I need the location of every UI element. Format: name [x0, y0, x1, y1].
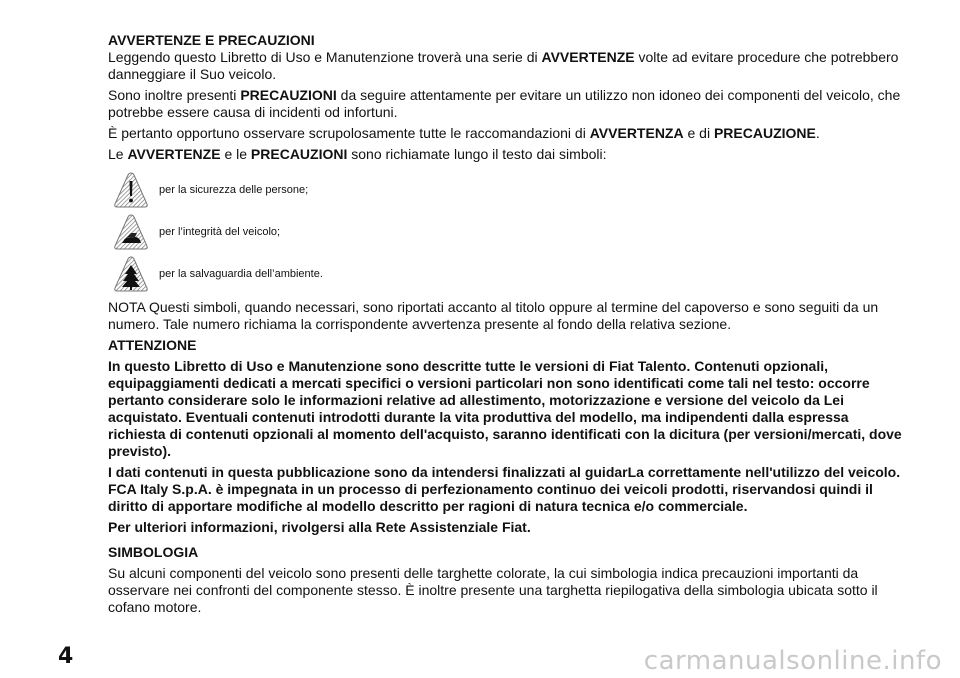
symbol-label: per l’integrità del veicolo; — [159, 226, 281, 238]
attenzione-paragraph-1: In questo Libretto di Uso e Manutenzione sono descritte tutte le versioni di Fiat Talento. Contenuti opzionali, equipaggiamenti dedicati a mercati specifici o versioni particolari non sono identificati come tali nel testo: occorre pertanto considerare solo le informazioni relative ad allestimento, motorizzazione e versione del veicolo da Lei acquistato. Eventuali contenuti introdotti durante la vita produttiva del modello, ma indipendenti dalla espressa richiesta di contenuti opzionali al momento dell'acquisto, saranno identificati con la dicitura (per versioni/mercati, dove previsto). — [108, 358, 902, 459]
attenzione-paragraph-3: Per ulteriori informazioni, rivolgersi alla Rete Assistenziale Fiat. — [108, 519, 531, 535]
symbol-row-ambiente — [113, 253, 908, 295]
text: volte ad evitare procedure che potrebbero danneggiare il Suo veicolo. — [108, 49, 899, 82]
attenzione-paragraph-2: I dati contenuti in questa pubblicazione sono da intendersi finalizzati al guidarLa correttamente nell'utilizzo del veicolo. FCA Italy S.p.A. è impegnata in un processo di perfezionamento continuo dei veicoli prodotti, riservandosi quindi il diritto di apportare modifiche al modello descritto per ragioni di natura tecnica e/o commerciale. — [108, 464, 901, 514]
text: e di — [683, 125, 714, 141]
text: Sono inoltre presenti — [108, 87, 241, 103]
intro-paragraph — [108, 49, 908, 83]
nota-paragraph: NOTA Questi simboli, quando necessari, sono riportati accanto al titolo oppure al termine del capoverso e sono seguiti da un numero. Tale numero richiama la corrispondente avvertenza presente al fondo della relativa sezione. — [108, 299, 879, 332]
section-title-attenzione: ATTENZIONE — [108, 337, 197, 353]
symbols-intro-paragraph — [108, 146, 908, 163]
page-number: 4 — [58, 644, 74, 669]
symbol-label: per la sicurezza delle persone; — [159, 184, 309, 196]
text: da seguire attentamente per evitare un utilizzo non idoneo dei componenti del veicolo, che potrebbe essere causa di incidenti od infortuni. — [108, 87, 901, 120]
keyword-precauzioni: PRECAUZIONI — [240, 87, 337, 103]
keyword-avvertenze: AVVERTENZE — [127, 146, 221, 162]
keyword-precauzioni: PRECAUZIONI — [250, 146, 348, 162]
precauzioni-paragraph — [108, 87, 908, 121]
keyword-avvertenze: AVVERTENZE — [541, 49, 635, 65]
warning-vehicle-icon — [113, 213, 149, 251]
section-title-simbologia: SIMBOLOGIA — [108, 544, 199, 560]
text: Le — [108, 146, 128, 162]
warning-person-icon — [113, 171, 149, 209]
keyword-avvertenza: AVVERTENZA — [589, 125, 684, 141]
text: e le — [220, 146, 251, 162]
symbol-row-veicolo — [113, 211, 908, 253]
symbol-row-persone — [113, 169, 908, 211]
simbologia-paragraph: Su alcuni componenti del veicolo sono presenti delle targhette colorate, la cui simbologia indica precauzioni importanti da osservare nei confronti del componente stesso. È inoltre presente una targhetta riepilogativa della simbologia ubicata sotto il cofano motore. — [108, 565, 878, 615]
text: È pertanto opportuno osservare scrupolosamente tutte le raccomandazioni di — [108, 125, 590, 141]
keyword-precauzione: PRECAUZIONE — [713, 125, 816, 141]
page-content — [108, 30, 908, 616]
section-title-avvertenze: AVVERTENZE E PRECAUZIONI — [108, 32, 315, 48]
text: . — [815, 125, 820, 141]
raccomandazioni-paragraph — [108, 125, 908, 142]
text: sono richiamate lungo il testo dai simboli: — [347, 146, 607, 162]
symbol-label: per la salvaguardia dell’ambiente. — [159, 268, 323, 280]
text: Leggendo questo Libretto di Uso e Manutenzione troverà una serie di — [108, 49, 542, 65]
warning-environment-icon — [113, 255, 149, 293]
watermark: carmanualsonline.info — [643, 646, 942, 676]
